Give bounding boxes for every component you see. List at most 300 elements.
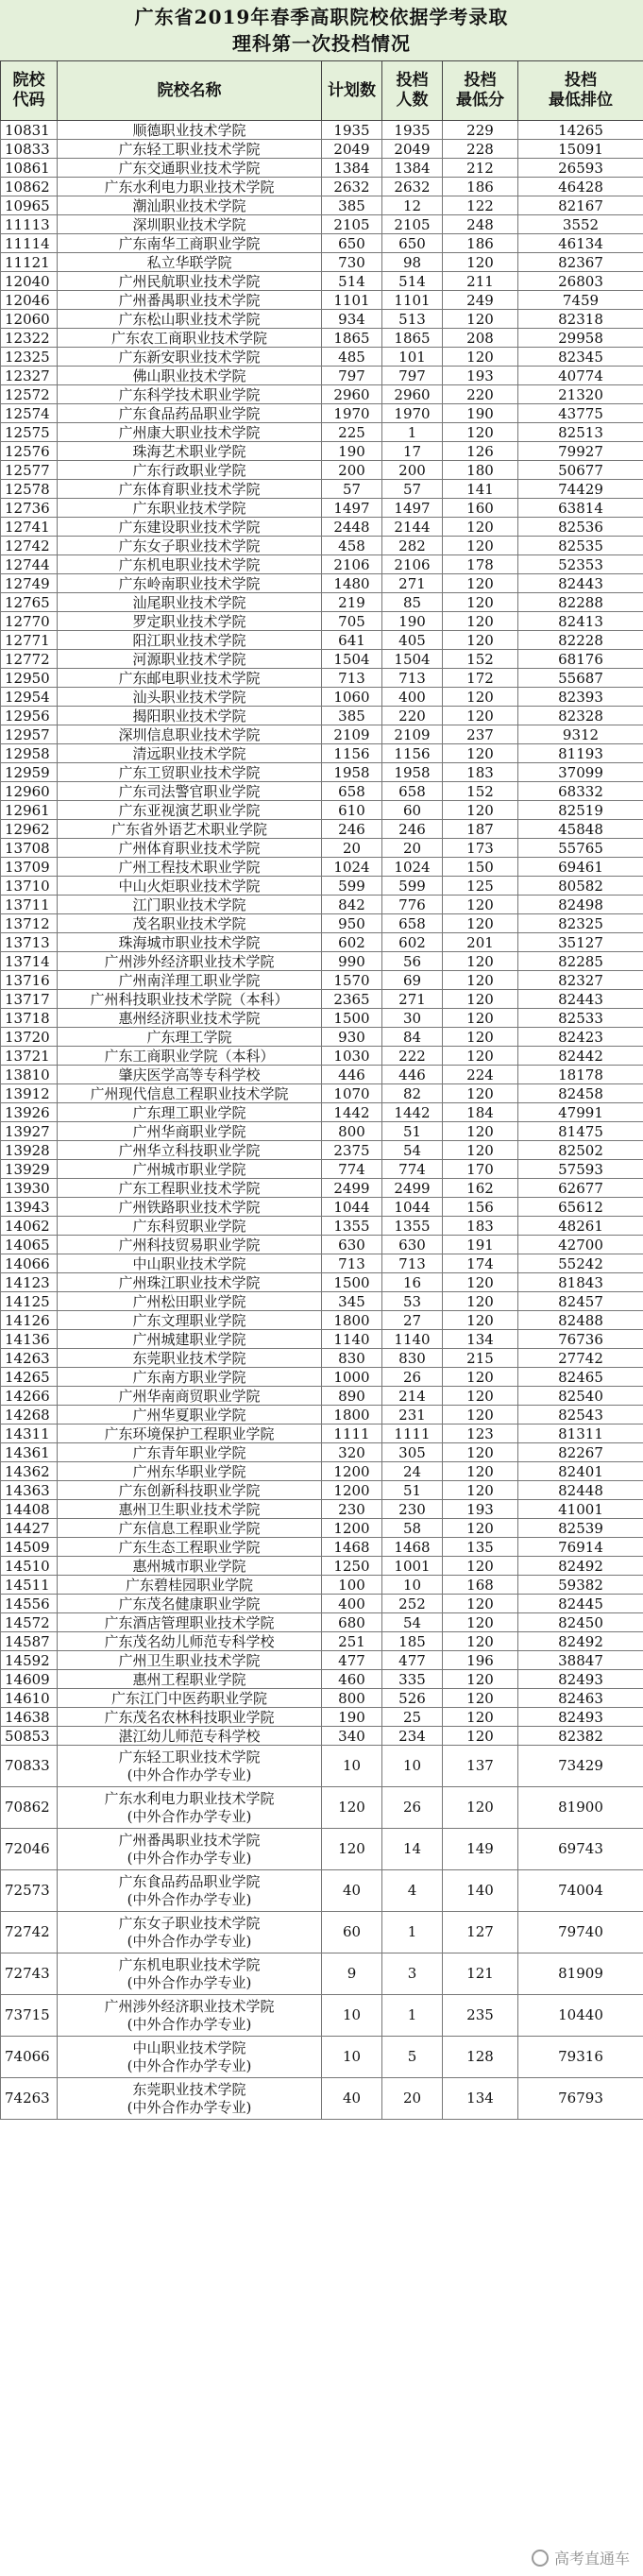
cell-count: 101 — [382, 348, 443, 367]
table-row — [1, 1576, 643, 1595]
cell-code: 13716 — [1, 971, 58, 990]
cell-min-rank: 82288 — [518, 593, 643, 612]
cell-count: 185 — [382, 1632, 443, 1651]
cell-min-score: 120 — [443, 348, 518, 367]
cell-code: 14511 — [1, 1576, 58, 1595]
table-row — [1, 593, 643, 612]
cell-code: 12040 — [1, 272, 58, 291]
cell-name: 广东新安职业技术学院 — [58, 348, 322, 367]
cell-code: 10862 — [1, 178, 58, 196]
cell-count: 1111 — [382, 1424, 443, 1443]
cell-min-score: 248 — [443, 215, 518, 234]
cell-min-rank: 82543 — [518, 1406, 643, 1424]
cell-plan: 774 — [322, 1160, 382, 1179]
cell-count: 1156 — [382, 744, 443, 763]
table-row — [1, 1311, 643, 1330]
cell-code: 12576 — [1, 442, 58, 461]
cell-min-rank: 81193 — [518, 744, 643, 763]
cell-min-score: 150 — [443, 858, 518, 877]
cell-code: 13709 — [1, 858, 58, 877]
cell-count: 2109 — [382, 725, 443, 744]
cell-min-score: 149 — [443, 1829, 518, 1870]
cell-code: 10831 — [1, 121, 58, 140]
cell-name: 中山职业技术学院 — [58, 1254, 322, 1273]
cell-min-rank: 82442 — [518, 1047, 643, 1066]
cell-name: 佛山职业技术学院 — [58, 367, 322, 385]
cell-min-score: 141 — [443, 480, 518, 499]
cell-min-score: 184 — [443, 1103, 518, 1122]
cell-count: 54 — [382, 1613, 443, 1632]
cell-code: 14311 — [1, 1424, 58, 1443]
table-row — [1, 518, 643, 537]
cell-min-score: 120 — [443, 1028, 518, 1047]
cell-count: 190 — [382, 612, 443, 631]
table-row — [1, 159, 643, 178]
cell-code: 12578 — [1, 480, 58, 499]
table-row — [1, 574, 643, 593]
header-min-rank: 投档 最低排位 — [518, 61, 643, 121]
cell-name: 广东建设职业技术学院 — [58, 518, 322, 537]
cell-plan: 400 — [322, 1595, 382, 1613]
cell-code: 74263 — [1, 2078, 58, 2120]
cell-name: 清远职业技术学院 — [58, 744, 322, 763]
cell-min-score: 120 — [443, 1689, 518, 1708]
cell-min-score: 120 — [443, 801, 518, 820]
cell-plan: 800 — [322, 1689, 382, 1708]
cell-plan: 2109 — [322, 725, 382, 744]
cell-min-score: 211 — [443, 272, 518, 291]
table-row — [1, 650, 643, 669]
cell-plan: 930 — [322, 1028, 382, 1047]
cell-min-score: 126 — [443, 442, 518, 461]
cell-min-score: 235 — [443, 1995, 518, 2037]
table-row — [1, 801, 643, 820]
cell-name: 深圳职业技术学院 — [58, 215, 322, 234]
table-row — [1, 1595, 643, 1613]
cell-min-rank: 82448 — [518, 1481, 643, 1500]
cell-count: 713 — [382, 1254, 443, 1273]
cell-plan: 485 — [322, 348, 382, 367]
cell-code: 12575 — [1, 423, 58, 442]
cell-name: 广东碧桂园职业学院 — [58, 1576, 322, 1595]
cell-name-line: (中外合作办学专业) — [127, 1973, 252, 1991]
cell-code: 13713 — [1, 933, 58, 952]
cell-plan: 1384 — [322, 159, 382, 178]
header-plan: 计划数 — [322, 61, 382, 121]
cell-count: 1384 — [382, 159, 443, 178]
cell-min-score: 160 — [443, 499, 518, 518]
table-row — [1, 612, 643, 631]
cell-code: 13717 — [1, 990, 58, 1009]
table-row — [1, 1349, 643, 1368]
cell-name: 广东岭南职业技术学院 — [58, 574, 322, 593]
cell-plan: 890 — [322, 1387, 382, 1406]
cell-min-score: 120 — [443, 631, 518, 650]
cell-count: 776 — [382, 896, 443, 914]
cell-min-rank: 82443 — [518, 990, 643, 1009]
cell-name: 私立华联学院 — [58, 253, 322, 272]
cell-code: 12962 — [1, 820, 58, 839]
cell-min-rank: 41001 — [518, 1500, 643, 1519]
cell-min-score: 120 — [443, 1632, 518, 1651]
table-row — [1, 631, 643, 650]
cell-plan: 1044 — [322, 1198, 382, 1217]
cell-min-rank: 82457 — [518, 1292, 643, 1311]
cell-min-rank: 26593 — [518, 159, 643, 178]
cell-count: 17 — [382, 442, 443, 461]
cell-min-rank: 81843 — [518, 1273, 643, 1292]
table-row — [1, 1406, 643, 1424]
cell-plan: 1000 — [322, 1368, 382, 1387]
cell-min-rank: 82167 — [518, 196, 643, 215]
cell-name-line: (中外合作办学专业) — [127, 1890, 252, 1908]
cell-name: 广东司法警官职业学院 — [58, 782, 322, 801]
cell-name: 潮汕职业技术学院 — [58, 196, 322, 215]
cell-code: 14638 — [1, 1708, 58, 1727]
cell-min-score: 120 — [443, 1519, 518, 1538]
cell-min-rank: 80582 — [518, 877, 643, 896]
cell-min-score: 162 — [443, 1179, 518, 1198]
table-row — [1, 348, 643, 367]
cell-min-score: 120 — [443, 952, 518, 971]
cell-plan: 1500 — [322, 1009, 382, 1028]
cell-min-rank: 48261 — [518, 1217, 643, 1236]
cell-name: 广东南方职业学院 — [58, 1368, 322, 1387]
cell-plan: 800 — [322, 1122, 382, 1141]
cell-plan: 1030 — [322, 1047, 382, 1066]
cell-plan: 340 — [322, 1727, 382, 1746]
cell-code: 13943 — [1, 1198, 58, 1217]
cell-min-rank: 45848 — [518, 820, 643, 839]
table-row — [1, 707, 643, 725]
cell-plan: 1200 — [322, 1481, 382, 1500]
cell-min-score: 186 — [443, 234, 518, 253]
cell-name: 广州松田职业学院 — [58, 1292, 322, 1311]
cell-name: 广东体育职业技术学院 — [58, 480, 322, 499]
table-row — [1, 914, 643, 933]
table-row — [1, 555, 643, 574]
cell-min-rank: 38847 — [518, 1651, 643, 1670]
cell-plan: 1200 — [322, 1462, 382, 1481]
cell-count: 56 — [382, 952, 443, 971]
cell-plan: 1570 — [322, 971, 382, 990]
cell-name — [58, 1787, 322, 1829]
cell-code: 14556 — [1, 1595, 58, 1613]
table-row — [1, 178, 643, 196]
watermark-logo-icon — [532, 2550, 549, 2567]
table-row — [1, 2037, 643, 2078]
cell-count: 30 — [382, 1009, 443, 1028]
cell-name: 揭阳职业技术学院 — [58, 707, 322, 725]
cell-name: 广州卫生职业技术学院 — [58, 1651, 322, 1670]
cell-code: 12961 — [1, 801, 58, 820]
cell-min-score: 140 — [443, 1870, 518, 1912]
cell-min-score: 120 — [443, 518, 518, 537]
cell-code: 13926 — [1, 1103, 58, 1122]
cell-code: 13718 — [1, 1009, 58, 1028]
cell-min-score: 120 — [443, 1727, 518, 1746]
cell-min-score: 121 — [443, 1953, 518, 1995]
cell-plan: 705 — [322, 612, 382, 631]
cell-min-rank: 27742 — [518, 1349, 643, 1368]
cell-name-line: 广东轻工职业技术学院 — [118, 1748, 261, 1766]
cell-min-rank: 82267 — [518, 1443, 643, 1462]
cell-code: 12749 — [1, 574, 58, 593]
cell-name-line: 广东机电职业技术学院 — [118, 1955, 261, 1973]
cell-name: 广东青年职业学院 — [58, 1443, 322, 1462]
cell-plan: 20 — [322, 839, 382, 858]
cell-name-line: 广东食品药品职业学院 — [118, 1872, 261, 1890]
cell-code: 70862 — [1, 1787, 58, 1829]
cell-plan: 1060 — [322, 688, 382, 707]
cell-min-rank: 82445 — [518, 1595, 643, 1613]
cell-plan: 2632 — [322, 178, 382, 196]
cell-name: 广州南洋理工职业学院 — [58, 971, 322, 990]
cell-min-rank: 43775 — [518, 404, 643, 423]
cell-min-rank: 82382 — [518, 1727, 643, 1746]
cell-code: 14136 — [1, 1330, 58, 1349]
cell-min-score: 120 — [443, 1557, 518, 1576]
cell-min-score: 237 — [443, 725, 518, 744]
cell-code: 14123 — [1, 1273, 58, 1292]
cell-count: 20 — [382, 839, 443, 858]
cell-count: 1140 — [382, 1330, 443, 1349]
cell-min-score: 120 — [443, 1595, 518, 1613]
cell-plan: 1468 — [322, 1538, 382, 1557]
cell-name: 广东工商职业学院（本科） — [58, 1047, 322, 1066]
cell-count: 53 — [382, 1292, 443, 1311]
cell-min-score: 120 — [443, 688, 518, 707]
cell-min-rank: 82519 — [518, 801, 643, 820]
cell-plan: 2106 — [322, 555, 382, 574]
table-row — [1, 1160, 643, 1179]
table-row — [1, 1462, 643, 1481]
cell-code: 14427 — [1, 1519, 58, 1538]
cell-plan: 246 — [322, 820, 382, 839]
cell-min-rank: 82513 — [518, 423, 643, 442]
cell-min-score: 120 — [443, 574, 518, 593]
cell-count: 477 — [382, 1651, 443, 1670]
cell-plan: 458 — [322, 537, 382, 555]
cell-code: 14587 — [1, 1632, 58, 1651]
cell-name: 广东理工职业学院 — [58, 1103, 322, 1122]
cell-name: 汕头职业技术学院 — [58, 688, 322, 707]
cell-plan: 630 — [322, 1236, 382, 1254]
cell-count: 1355 — [382, 1217, 443, 1236]
cell-count: 85 — [382, 593, 443, 612]
table-row — [1, 744, 643, 763]
cell-name: 广东轻工职业技术学院 — [58, 140, 322, 159]
cell-count: 658 — [382, 914, 443, 933]
cell-min-rank: 63814 — [518, 499, 643, 518]
cell-min-rank: 82401 — [518, 1462, 643, 1481]
cell-min-rank: 82536 — [518, 518, 643, 537]
cell-min-rank: 82463 — [518, 1689, 643, 1708]
cell-plan: 10 — [322, 1746, 382, 1787]
cell-count: 630 — [382, 1236, 443, 1254]
cell-name-line: (中外合作办学专业) — [127, 2056, 252, 2074]
cell-plan: 477 — [322, 1651, 382, 1670]
cell-count: 599 — [382, 877, 443, 896]
cell-plan: 40 — [322, 1870, 382, 1912]
cell-count: 2499 — [382, 1179, 443, 1198]
table-row — [1, 669, 643, 688]
cell-name: 广东行政职业学院 — [58, 461, 322, 480]
cell-min-score: 228 — [443, 140, 518, 159]
cell-code: 12741 — [1, 518, 58, 537]
watermark-text: 高考直通车 — [553, 2550, 630, 2567]
cell-code: 13721 — [1, 1047, 58, 1066]
cell-count: 658 — [382, 782, 443, 801]
admission-table — [0, 60, 643, 2120]
cell-code: 14361 — [1, 1443, 58, 1462]
cell-name — [58, 1870, 322, 1912]
table-row — [1, 1122, 643, 1141]
cell-min-rank: 82493 — [518, 1670, 643, 1689]
cell-min-score: 128 — [443, 2037, 518, 2078]
cell-plan: 1355 — [322, 1217, 382, 1236]
cell-plan: 10 — [322, 2037, 382, 2078]
table-row — [1, 442, 643, 461]
cell-min-rank: 14265 — [518, 121, 643, 140]
cell-plan: 2960 — [322, 385, 382, 404]
cell-min-rank: 40774 — [518, 367, 643, 385]
cell-code: 14592 — [1, 1651, 58, 1670]
cell-min-score: 178 — [443, 555, 518, 574]
cell-min-rank: 47991 — [518, 1103, 643, 1122]
cell-count: 1958 — [382, 763, 443, 782]
cell-name: 广州东华职业学院 — [58, 1462, 322, 1481]
cell-name: 广东省外语艺术职业学院 — [58, 820, 322, 839]
table-row — [1, 1829, 643, 1870]
table-row — [1, 1500, 643, 1519]
cell-count: 335 — [382, 1670, 443, 1689]
cell-code: 14266 — [1, 1387, 58, 1406]
cell-code: 13810 — [1, 1066, 58, 1084]
cell-min-score: 120 — [443, 537, 518, 555]
cell-min-rank: 69461 — [518, 858, 643, 877]
cell-min-score: 120 — [443, 612, 518, 631]
table-row — [1, 1632, 643, 1651]
table-row — [1, 140, 643, 159]
cell-name: 广州工程技术职业学院 — [58, 858, 322, 877]
cell-min-score: 120 — [443, 1368, 518, 1387]
cell-min-rank: 82539 — [518, 1519, 643, 1538]
cell-name: 珠海艺术职业学院 — [58, 442, 322, 461]
cell-min-score: 208 — [443, 329, 518, 348]
table-row — [1, 688, 643, 707]
table-row — [1, 385, 643, 404]
cell-count: 246 — [382, 820, 443, 839]
table-row — [1, 291, 643, 310]
cell-min-rank: 76793 — [518, 2078, 643, 2120]
cell-code: 14363 — [1, 1481, 58, 1500]
cell-name: 罗定职业技术学院 — [58, 612, 322, 631]
cell-min-rank: 73429 — [518, 1746, 643, 1787]
page-title — [0, 0, 643, 61]
cell-plan: 650 — [322, 234, 382, 253]
cell-name: 广东农工商职业技术学院 — [58, 329, 322, 348]
cell-count: 20 — [382, 2078, 443, 2120]
cell-plan: 602 — [322, 933, 382, 952]
table-row — [1, 1538, 643, 1557]
table-row — [1, 1708, 643, 1727]
table-row — [1, 1746, 643, 1787]
cell-name: 广东茂名农林科技职业学院 — [58, 1708, 322, 1727]
cell-code: 12960 — [1, 782, 58, 801]
cell-min-score: 220 — [443, 385, 518, 404]
cell-min-rank: 82465 — [518, 1368, 643, 1387]
cell-count: 282 — [382, 537, 443, 555]
cell-min-score: 120 — [443, 744, 518, 763]
cell-min-rank: 26803 — [518, 272, 643, 291]
table-row — [1, 782, 643, 801]
cell-count: 27 — [382, 1311, 443, 1330]
cell-count: 220 — [382, 707, 443, 725]
cell-count: 10 — [382, 1746, 443, 1787]
cell-count: 234 — [382, 1727, 443, 1746]
cell-code: 12771 — [1, 631, 58, 650]
cell-count: 24 — [382, 1462, 443, 1481]
cell-code: 12577 — [1, 461, 58, 480]
cell-min-rank: 82285 — [518, 952, 643, 971]
cell-min-score: 152 — [443, 650, 518, 669]
title-line-1: 广东省2019年春季高职院校依据学考录取 — [134, 6, 509, 28]
cell-min-rank: 82488 — [518, 1311, 643, 1330]
table-row — [1, 1519, 643, 1538]
cell-code: 14062 — [1, 1217, 58, 1236]
cell-plan: 120 — [322, 1829, 382, 1870]
cell-name: 广东水利电力职业技术学院 — [58, 178, 322, 196]
cell-plan: 658 — [322, 782, 382, 801]
cell-name: 广东食品药品职业学院 — [58, 404, 322, 423]
cell-min-rank: 68332 — [518, 782, 643, 801]
cell-plan: 385 — [322, 707, 382, 725]
cell-min-rank: 81475 — [518, 1122, 643, 1141]
cell-name: 茂名职业技术学院 — [58, 914, 322, 933]
cell-min-score: 120 — [443, 1122, 518, 1141]
table-row — [1, 896, 643, 914]
cell-name: 广东文理职业学院 — [58, 1311, 322, 1330]
cell-min-rank: 82393 — [518, 688, 643, 707]
cell-count: 82 — [382, 1084, 443, 1103]
cell-code: 12325 — [1, 348, 58, 367]
cell-min-rank: 21320 — [518, 385, 643, 404]
cell-count: 797 — [382, 367, 443, 385]
cell-min-score: 120 — [443, 1406, 518, 1424]
cell-name: 广州科技贸易职业学院 — [58, 1236, 322, 1254]
table-row — [1, 971, 643, 990]
cell-name: 广东机电职业技术学院 — [58, 555, 322, 574]
cell-min-score: 120 — [443, 1311, 518, 1330]
cell-min-score: 120 — [443, 1009, 518, 1028]
cell-min-score: 120 — [443, 1708, 518, 1727]
cell-min-score: 120 — [443, 1141, 518, 1160]
cell-min-rank: 81909 — [518, 1953, 643, 1995]
cell-min-score: 134 — [443, 1330, 518, 1349]
cell-plan: 1500 — [322, 1273, 382, 1292]
cell-name: 广州科技职业技术学院（本科） — [58, 990, 322, 1009]
cell-min-score: 120 — [443, 1670, 518, 1689]
table-row — [1, 1953, 643, 1995]
cell-count: 1001 — [382, 1557, 443, 1576]
cell-name: 惠州卫生职业技术学院 — [58, 1500, 322, 1519]
cell-count: 58 — [382, 1519, 443, 1538]
cell-min-rank: 82327 — [518, 971, 643, 990]
cell-min-rank: 82423 — [518, 1028, 643, 1047]
cell-code: 12959 — [1, 763, 58, 782]
cell-name: 广州体育职业技术学院 — [58, 839, 322, 858]
